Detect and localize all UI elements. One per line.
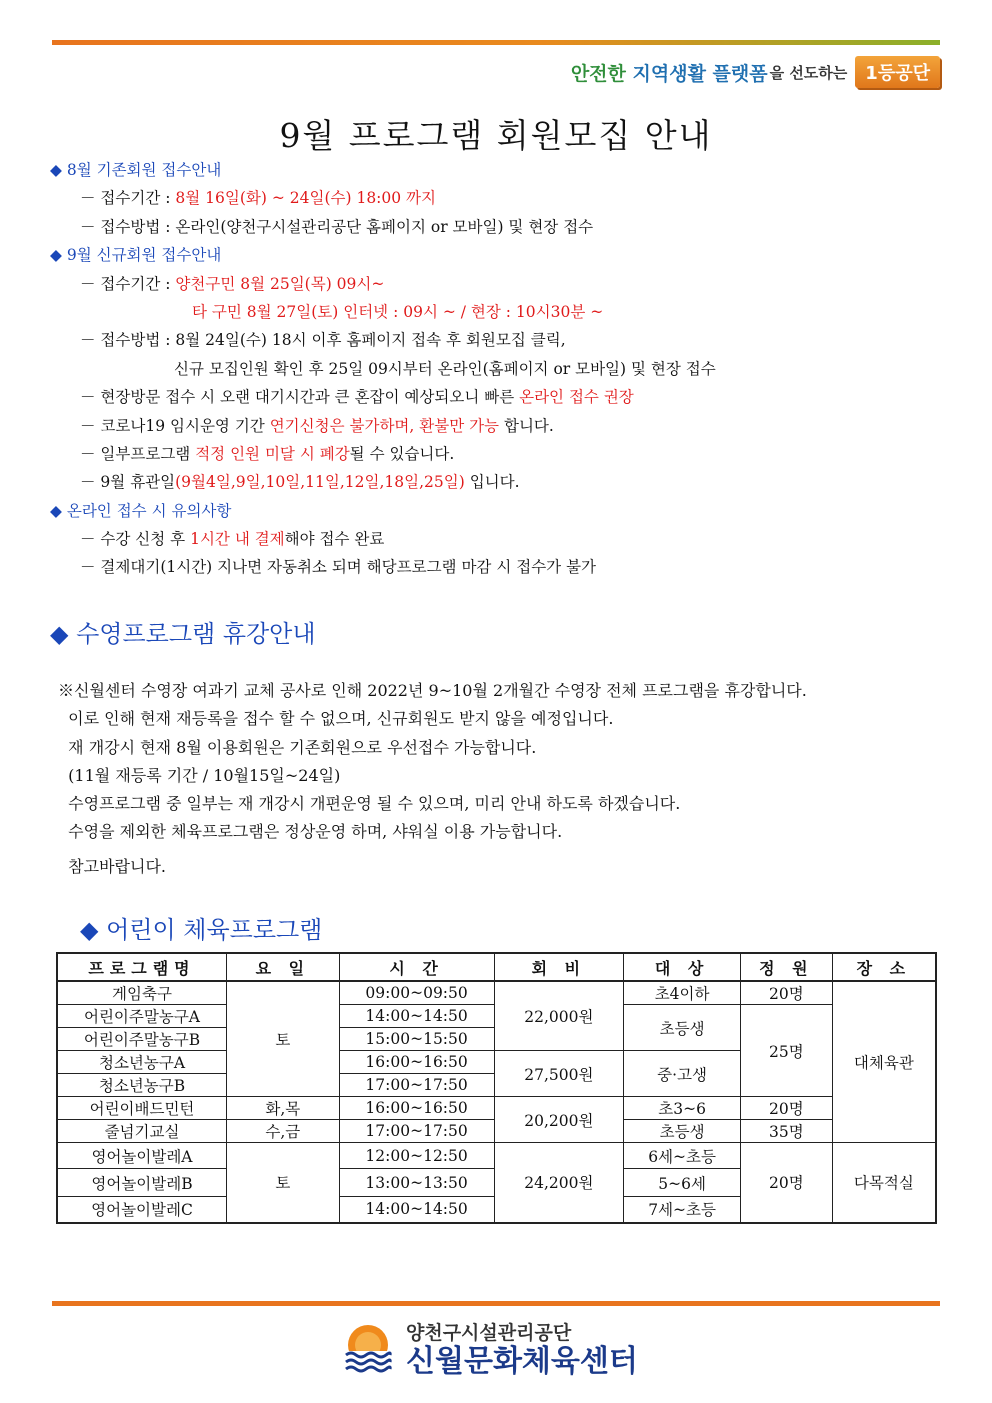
- program-name: 게임축구: [57, 981, 227, 1005]
- swim-line-4: (11월 재등록 기간 / 10월15일~24일): [58, 765, 341, 785]
- bottom-accent-bar: [52, 1301, 940, 1306]
- program-time: 12:00~12:50: [339, 1143, 494, 1169]
- kids-section-head: ◆ 어린이 체육프로그램: [80, 916, 323, 944]
- program-name: 청소년농구B: [57, 1074, 227, 1097]
- slogan-part3: 을 선도하는: [769, 63, 848, 82]
- swim-line-2: 이로 인해 현재 재등록을 접수 할 수 없으며, 신규회원도 받지 않을 예정입니다.: [58, 709, 614, 729]
- col-header: 요 일: [227, 953, 340, 981]
- covid-red: 연기신청은 불가하며, 환불만 가능: [269, 416, 500, 435]
- new-period: [50, 270, 716, 298]
- swim-section-head: ◆ 수영프로그램 휴강안내: [50, 620, 316, 648]
- program-time: 17:00~17:50: [339, 1074, 494, 1097]
- covid-pre: － 코로나19 임시운영 기간: [80, 416, 270, 435]
- program-time: 14:00~14:50: [339, 1197, 494, 1223]
- slogan-part1: 안전한: [570, 62, 626, 85]
- col-header: 시 간: [339, 953, 494, 981]
- program-day: 화,목: [227, 1097, 340, 1120]
- online1-pre: － 수강 신청 후: [80, 530, 191, 549]
- program-fee: 22,000원: [494, 981, 624, 1051]
- program-time: 09:00~09:50: [339, 981, 494, 1005]
- program-name: 영어놀이발레A: [57, 1143, 227, 1169]
- footer: [340, 1318, 638, 1379]
- footer-text: [406, 1318, 638, 1379]
- swim-line-5: 수영프로그램 중 일부는 재 개강시 개편운영 될 수 있으며, 미리 안내 하도록 하겠습니다.: [58, 794, 681, 814]
- online-note2: － 결제대기(1시간) 지나면 자동취소 되며 해당프로그램 마감 시 접수가 불가: [80, 558, 597, 577]
- visit-pre: － 현장방문 접수 시 오랜 대기시간과 큰 혼잡이 예상되오니 빠른: [80, 388, 520, 407]
- program-fee: 24,200원: [494, 1143, 624, 1223]
- program-fee: 27,500원: [494, 1051, 624, 1097]
- program-cap: 20명: [740, 1143, 832, 1223]
- program-target: 초4이하: [624, 981, 741, 1005]
- sun-wave-logo-icon: [340, 1321, 396, 1377]
- program-time: 16:00~16:50: [339, 1097, 494, 1120]
- program-cap: 20명: [740, 981, 832, 1005]
- program-target: 5~6세: [624, 1169, 741, 1197]
- part-red: 적정 인원 미달 시 폐강: [195, 444, 350, 463]
- new-period-value2: 타 구민 8월 27일(토) 인터넷 : 09시 ~ / 현장 : 10시30분 ~: [192, 302, 604, 321]
- holiday-pre: － 9월 휴관일: [80, 473, 176, 492]
- slogan-banner: [571, 56, 940, 88]
- table-header-row: [57, 953, 936, 981]
- holiday-red: (9월4일,9일,10일,11일,12일,18일,25일): [175, 473, 465, 492]
- new-period-label: － 접수기간 :: [80, 274, 176, 293]
- col-header: 정 원: [740, 953, 832, 981]
- program-target: 초등생: [624, 1005, 741, 1051]
- visit-red: 온라인 접수 권장: [519, 388, 634, 407]
- existing-head: ◆ 8월 기존회원 접수안내: [50, 161, 222, 179]
- program-target: 7세~초등: [624, 1197, 741, 1223]
- existing-period: [50, 184, 716, 212]
- table-row: [57, 1143, 936, 1169]
- new-method2: 신규 모집인원 확인 후 25일 09시부터 온라인(홈페이지 or 모바일) 및 현장 접수: [174, 359, 716, 378]
- program-day: 토: [227, 1143, 340, 1223]
- existing-period-value: 8월 16일(화) ~ 24일(수) 18:00 까지: [175, 189, 437, 208]
- program-day: 토: [227, 981, 340, 1097]
- online-note1: [50, 525, 716, 553]
- program-cap: 25명: [740, 1005, 832, 1097]
- program-cap: 35명: [740, 1120, 832, 1143]
- program-name: 어린이주말농구A: [57, 1005, 227, 1028]
- covid-note: [50, 412, 716, 440]
- program-day: 수,금: [227, 1120, 340, 1143]
- footer-org: 양천구시설관리공단: [406, 1322, 572, 1344]
- new-period-value1: 양천구민 8월 25일(목) 09시~: [175, 274, 385, 293]
- program-name: 줄넘기교실: [57, 1120, 227, 1143]
- swim-line-3: 재 개강시 현재 8월 이용회원은 기존회원으로 우선접수 가능합니다.: [58, 737, 537, 757]
- program-target: 중·고생: [624, 1051, 741, 1097]
- table-row: [57, 981, 936, 1005]
- col-header: 장 소: [832, 953, 936, 981]
- footer-center: 신월문화체육센터: [406, 1344, 638, 1379]
- program-target: 초등생: [624, 1120, 741, 1143]
- holiday-note: [50, 468, 716, 496]
- visit-note: [50, 383, 716, 411]
- recruit-info: [50, 156, 716, 582]
- swim-line-1: ※신월센터 수영장 여과기 교체 공사로 인해 2022년 9~10월 2개월간 수영장 전체 프로그램을 휴강합니다.: [58, 681, 807, 700]
- col-header: 프로그램명: [57, 953, 227, 981]
- program-name: 어린이배드민턴: [57, 1097, 227, 1120]
- program-target: 초3~6: [624, 1097, 741, 1120]
- new-method1: － 접수방법 : 8월 24일(수) 18시 이후 홈페이지 접속 후 회원모집 클릭,: [80, 331, 566, 350]
- page-title: 9월 프로그램 회원모집 안내: [279, 116, 713, 155]
- program-cap: 20명: [740, 1097, 832, 1120]
- holiday-post: 입니다.: [464, 473, 520, 492]
- swim-line-6: 수영을 제외한 체육프로그램은 정상운영 하며, 샤워실 이용 가능합니다.: [58, 822, 563, 842]
- partial-note: [50, 440, 716, 468]
- slogan-part2: 지역생활 플랫폼: [632, 62, 768, 85]
- program-fee: 20,200원: [494, 1097, 624, 1143]
- covid-post: 합니다.: [499, 416, 554, 435]
- program-name: 영어놀이발레C: [57, 1197, 227, 1223]
- program-place: 대체육관: [832, 981, 936, 1143]
- program-target: 6세~초등: [624, 1143, 741, 1169]
- col-header: 회 비: [494, 953, 624, 981]
- slogan-badge: 1등공단: [855, 56, 940, 88]
- online1-post: 해야 접수 완료: [284, 530, 385, 549]
- online-head: ◆ 온라인 접수 시 유의사항: [50, 501, 232, 520]
- program-name: 청소년농구A: [57, 1051, 227, 1074]
- swim-notice: [58, 677, 807, 881]
- program-name: 어린이주말농구B: [57, 1028, 227, 1051]
- program-time: 15:00~15:50: [339, 1028, 494, 1051]
- program-time: 13:00~13:50: [339, 1169, 494, 1197]
- kids-program-table: [56, 952, 937, 1224]
- program-name: 영어놀이발레B: [57, 1169, 227, 1197]
- top-accent-bar: [52, 40, 940, 45]
- swim-line-7: 참고바랍니다.: [58, 856, 166, 876]
- program-time: 16:00~16:50: [339, 1051, 494, 1074]
- part-post: 될 수 있습니다.: [349, 444, 455, 463]
- part-pre: － 일부프로그램: [80, 444, 196, 463]
- existing-method: － 접수방법 : 온라인(양천구시설관리공단 홈페이지 or 모바일) 및 현장 접수: [80, 217, 594, 236]
- program-time: 14:00~14:50: [339, 1005, 494, 1028]
- col-header: 대 상: [624, 953, 741, 981]
- online1-red: 1시간 내 결제: [190, 530, 285, 549]
- program-place: 다목적실: [832, 1143, 936, 1223]
- table-row: [57, 1097, 936, 1120]
- program-time: 17:00~17:50: [339, 1120, 494, 1143]
- new-head: ◆ 9월 신규회원 접수안내: [50, 246, 222, 265]
- existing-period-label: － 접수기간 :: [80, 189, 176, 208]
